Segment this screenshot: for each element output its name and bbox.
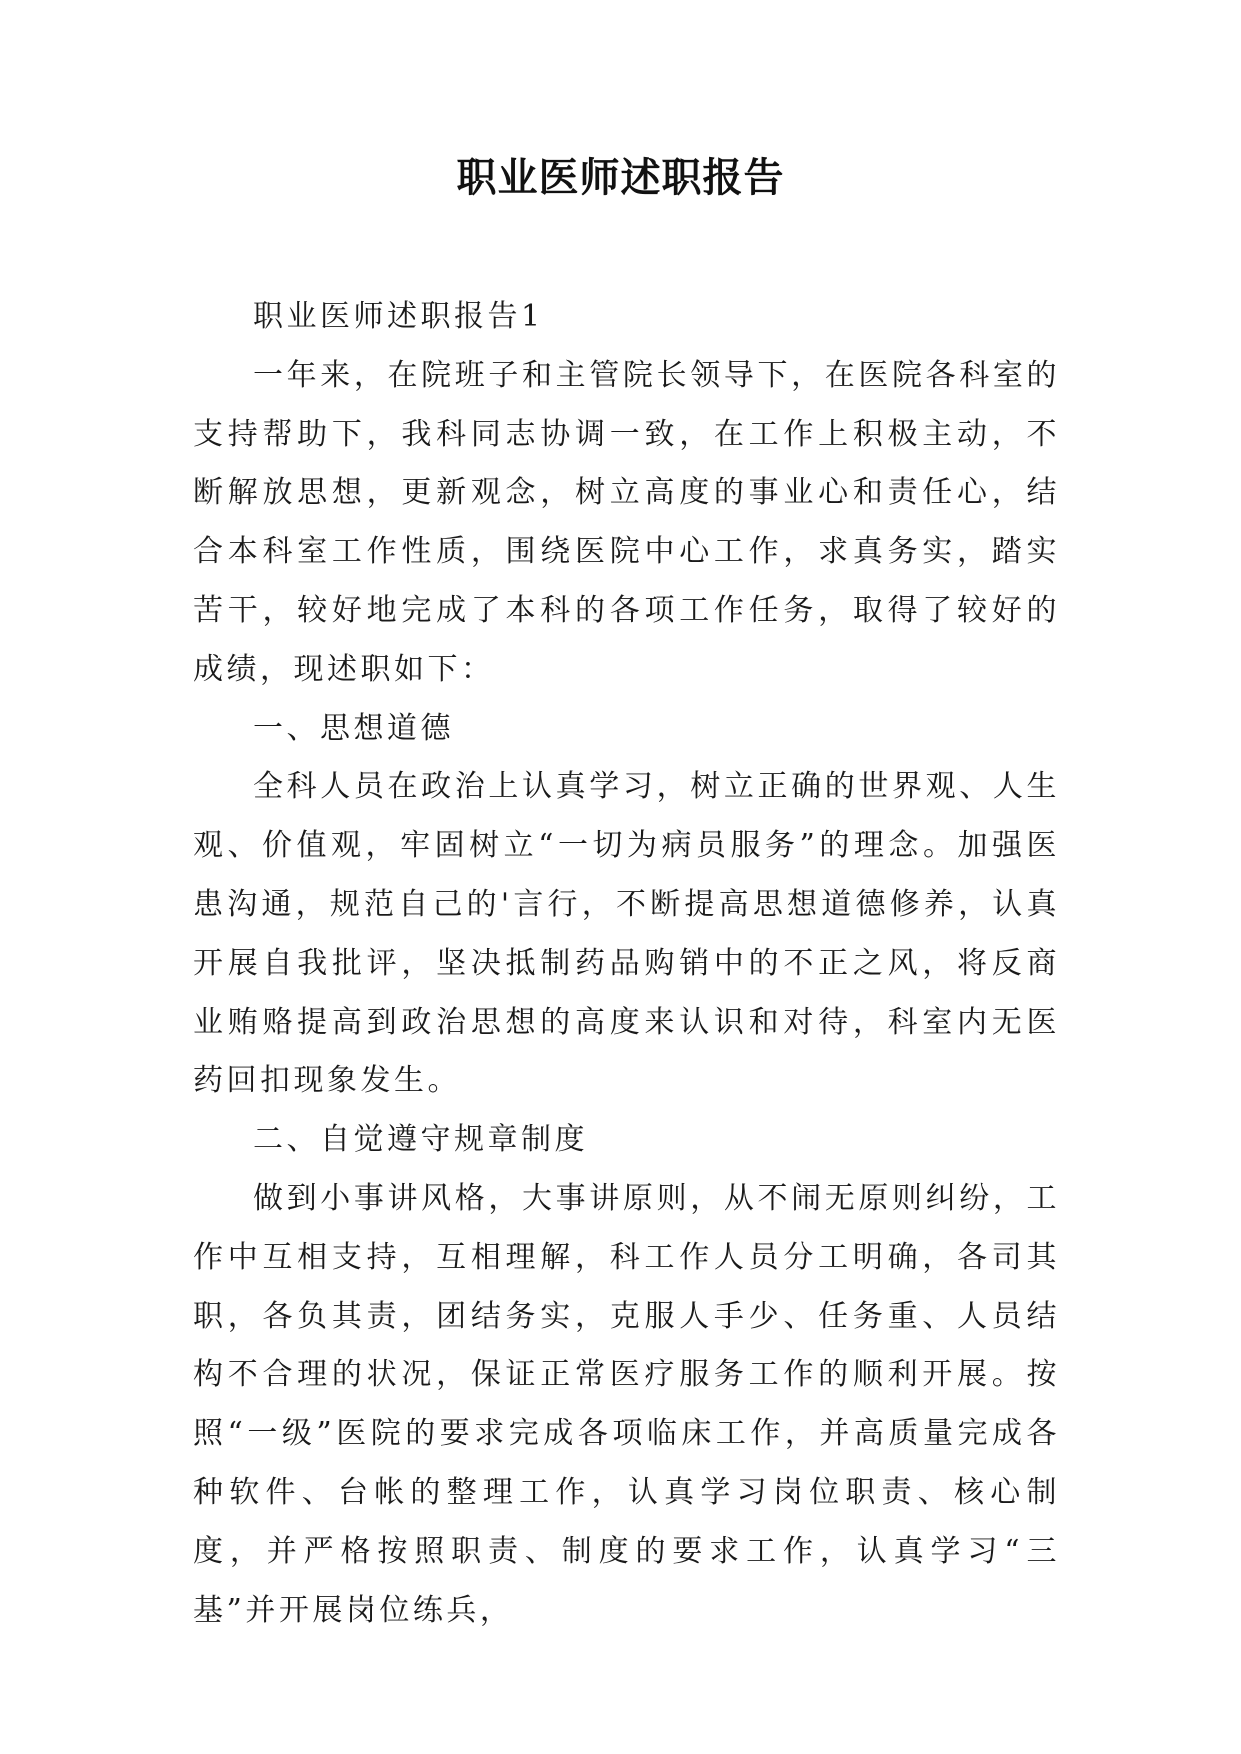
paragraph-rules: 做到小事讲风格，大事讲原则，从不闹无原则纠纷，工作中互相支持，互相理解，科工作人员分工明确，各司其职，各负其责，团结务实，克服人手少、任务重、人员结构不合理的状况，保证正常医疗服务工作的顺利开展。按照“一级”医院的要求完成各项临床工作，并高质量完成各种软件、台帐的整理工作，认真学习岗位职责、核心制度，并严格按照职责、制度的要求工作，认真学习“三基”并开展岗位练兵， xyxy=(193,1180,1060,1628)
document-body xyxy=(193,288,1060,1640)
paragraph-subtitle: 职业医师述职报告1 xyxy=(253,299,544,334)
section-heading-ethics: 一、思想道德 xyxy=(253,710,454,746)
section-heading-rules: 二、自觉遵守规章制度 xyxy=(253,1122,588,1158)
paragraph-intro: 一年来，在院班子和主管院长领导下，在医院各科室的支持帮助下，我科同志协调一致，在工作上积极主动，不断解放思想，更新观念，树立高度的事业心和责任心，结合本科室工作性质，围绕医院中心工作，求真务实，踏实苦干，较好地完成了本科的各项工作任务，取得了较好的成绩，现述职如下： xyxy=(193,357,1060,687)
paragraph-ethics: 全科人员在政治上认真学习，树立正确的世界观、人生观、价值观，牢固树立“一切为病员服务”的理念。加强医患沟通，规范自己的'言行，不断提高思想道德修养，认真开展自我批评，坚决抵制药品购销中的不正之风，将反商业贿赂提高到政治思想的高度来认识和对待，科室内无医药回扣现象发生。 xyxy=(193,769,1060,1099)
document-title: 职业医师述职报告 xyxy=(456,154,785,201)
